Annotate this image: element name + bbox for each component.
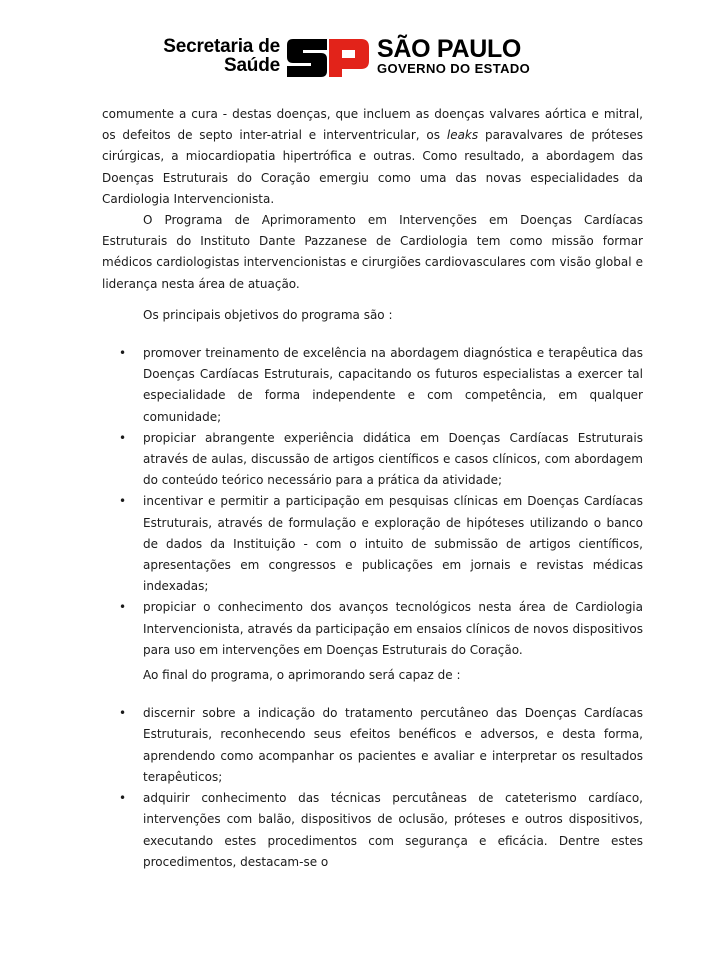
list-item: • promover treinamento de excelência na abordagem diagnóstica e terapêutica das Doenças Cardíacas Estruturais, capacitando os futuros especialistas a exercer tal especialidade de forma independente e com competência, em qualquer comunidade; (102, 343, 643, 428)
sp-logo-icon (287, 39, 369, 77)
list-item: • propiciar o conhecimento dos avanços tecnológicos nesta área de Cardiologia Intervencionista, através da participação em ensaios clínicos de novos dispositivos para uso em intervenções em Doenças Estruturais do Coração. (102, 597, 643, 661)
bullet-icon: • (119, 430, 127, 445)
secretaria-de-saude-wordmark (162, 37, 280, 75)
list-item: • adquirir conhecimento das técnicas percutâneas de cateterismo cardíaco, intervenções com balão, dispositivos de oclusão, próteses e outros dispositivos, executando estes procedimentos com segurança e eficácia. Dentre estes procedimentos, destacam-se o (102, 788, 643, 873)
paragraph-program-mission: O Programa de Aprimoramento em Intervenções em Doenças Cardíacas Estruturais do Instituto Dante Pazzanese de Cardiologia tem como missão formar médicos cardiologistas intervencionistas e cirurgiões cardiovasculares com visão global e liderança nesta área de atuação. (102, 213, 643, 291)
objectives-list (102, 343, 643, 661)
paragraph-intro: comumente a cura - destas doenças, que incluem as doenças valvares aórtica e mitral, os defeitos de septo inter-atrial e interventricular, os leaks paravalvares de próteses cirúrgicas, a miocardiopatia hipertrófica e outras. Como resultado, a abordagem das Doenças Estruturais do Coração emergiu como uma das novas especialidades da Cardiologia Intervencionista. (102, 107, 644, 206)
secretaria-line-2: Saúde (223, 55, 280, 76)
document-body (102, 104, 643, 873)
italic-term: leaks (446, 128, 479, 143)
sao-paulo-wordmark (377, 37, 530, 76)
objectives-heading: Os principais objetivos do programa são : (143, 307, 393, 322)
state-subtitle: GOVERNO DO ESTADO (377, 61, 531, 76)
bullet-icon: • (119, 600, 127, 615)
page-header (0, 37, 720, 81)
list-item: • discernir sobre a indicação do tratamento percutâneo das Doenças Cardíacas Estruturais, reconhecendo seus efeitos benéficos e adversos, e desta forma, aprendendo como acompanhar os pacientes e avaliar e interpretar os resultados terapêuticos; (102, 703, 643, 788)
state-name: SÃO PAULO (377, 35, 522, 63)
bullet-icon: • (119, 706, 127, 721)
bullet-icon: • (119, 791, 127, 806)
secretaria-line-1: Secretaria de (163, 36, 280, 57)
outcomes-heading: Ao final do programa, o aprimorando será capaz de : (143, 668, 461, 683)
list-item: • propiciar abrangente experiência didática em Doenças Cardíacas Estruturais através de aulas, discussão de artigos científicos e casos clínicos, com abordagem do conteúdo teórico necessário para a prática da atividade; (102, 428, 643, 492)
outcomes-list (102, 703, 643, 873)
bullet-icon: • (119, 494, 127, 509)
bullet-icon: • (119, 346, 127, 361)
list-item: • incentivar e permitir a participação em pesquisas clínicas em Doenças Cardíacas Estruturais, através de formulação e exploração de hipóteses utilizando o banco de dados da Instituição - com o intuito de submissão de artigos científicos, apresentações em congressos e publicações em jornais e revistas médicas indexadas; (102, 491, 643, 597)
